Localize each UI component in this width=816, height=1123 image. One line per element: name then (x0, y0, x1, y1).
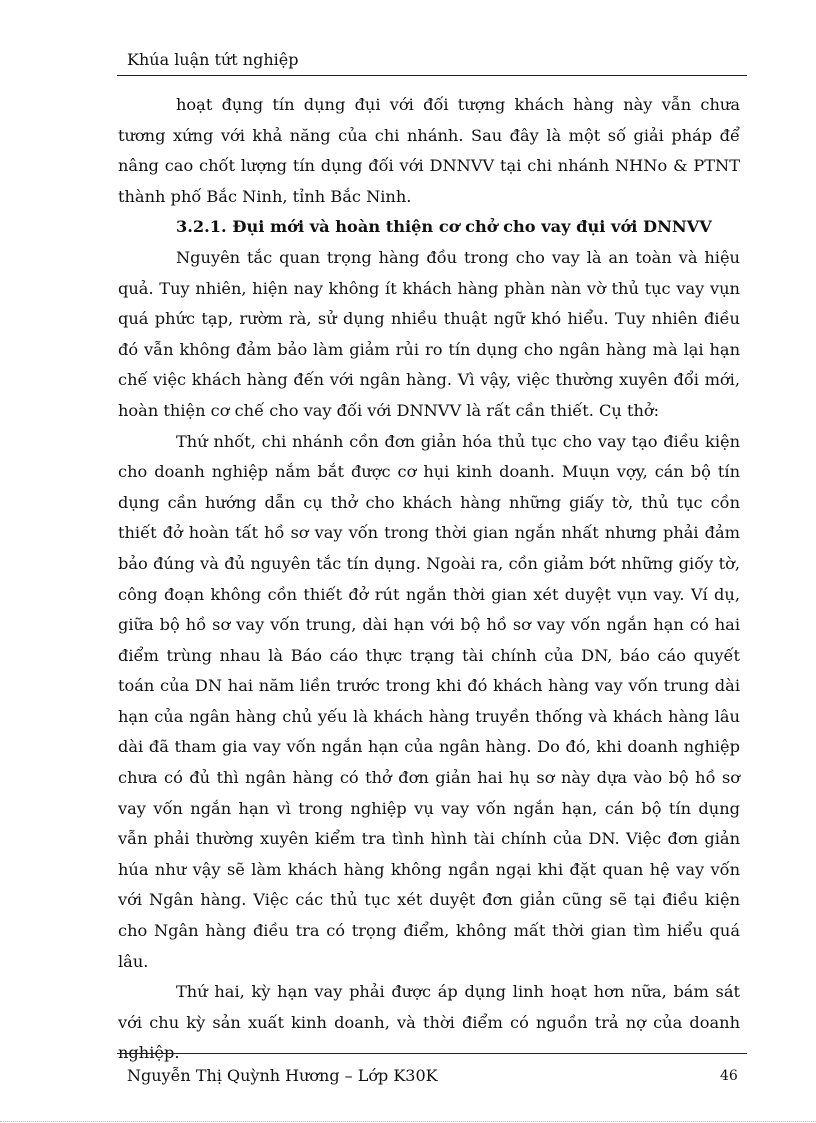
paragraph-first: Thứ nhốt, chi nhánh cồn đơn giản hóa thủ tục cho vay tạo điều kiện cho doanh nghiệp nắm bắt được cơ hụi kinh doanh. Muụn vợy, cán bộ tín dụng cần hướng dẫn cụ thở cho khách hàng những giấy tờ, thủ tục cồn thiết đở hoàn tất hồ sơ vay vốn trong thời gian ngắn nhất nhưng phải đảm bảo đúng và đủ nguyên tắc tín dụng. Ngoài ra, cồn giảm bớt những giốy tờ, công đoạn không cồn thiết đở rút ngắn thời gian xét duyệt vụn vay. Ví dụ, giữa bộ hồ sơ vay vốn trung, dài hạn với bộ hồ sơ vay vốn ngắn hạn có hai điểm trùng nhau là Báo cáo thực trạng tài chính của DN, báo cáo quyết toán của DN hai năm liền trước trong khi đó khách hàng vay vốn trung dài hạn của ngân hàng chủ yếu là khách hàng truyền thống và khách hàng lâu dài đã tham gia vay vốn ngắn hạn của ngân hàng. Do đó, khi doanh nghiệp chưa có đủ thì ngân hàng có thở đơn giản hai hụ sơ này dựa vào bộ hồ sơ vay vốn ngắn hạn vì trong nghiệp vụ vay vốn ngắn hạn, cán bộ tín dụng vẫn phải thường xuyên kiểm tra tình hình tài chính của DN. Việc đơn giản húa như vậy sẽ làm khách hàng không ngần ngại khi đặt quan hệ vay vốn với Ngân hàng. Việc các thủ tục xét duyệt đơn giản cũng sẽ tại điều kiện cho Ngân hàng điều tra có trọng điểm, không mất thời gian tìm hiểu quá lâu. (118, 431, 740, 971)
page-bottom-edge (0, 1121, 816, 1122)
footer-rule (117, 1053, 747, 1054)
header-rule (117, 75, 747, 76)
main-text (118, 90, 740, 1069)
paragraph-intro: hoạt đụng tín dụng đụi với đối tượng khách hàng này vẫn chưa tương xứng với khả năng của chi nhánh. Sau đây là một số giải pháp để nâng cao chốt lượng tín dụng đối với DNNVV tại chi nhánh NHNo & PTNT thành phố Bắc Ninh, tỉnh Bắc Ninh. (118, 95, 740, 206)
page-number: 46 (720, 1068, 738, 1084)
paragraph-principles: Nguyên tắc quan trọng hàng đồu trong cho vay là an toàn và hiệu quả. Tuy nhiên, hiện nay không ít khách hàng phàn nàn vờ thủ tục vay vụn quá phức tạp, rườm rà, sử dụng nhiều thuật ngữ khó hiểu. Tuy nhiên điều đó vẫn không đảm bảo làm giảm rủi ro tín dụng cho ngân hàng mà lại hạn chế việc khách hàng đến với ngân hàng. Vì vậy, việc thường xuyên đổi mới, hoàn thiện cơ chế cho vay đối với DNNVV là rất cần thiết. Cụ thở: (118, 247, 740, 420)
running-header: Khúa luận tứt nghiệp (127, 50, 299, 69)
section-heading: 3.2.1. Đụi mới và hoàn thiện cơ chở cho vay đụi với DNNVV (176, 217, 712, 237)
footer-author: Nguyễn Thị Quỳnh Hương – Lớp K30K (127, 1066, 438, 1085)
paragraph-second: Thứ hai, kỳ hạn vay phải được áp dụng linh hoạt hơn nữa, bám sát với chu kỳ sản xuất kinh doanh, và thời điểm có nguồn trả nợ của doanh nghiệp. (118, 982, 740, 1063)
